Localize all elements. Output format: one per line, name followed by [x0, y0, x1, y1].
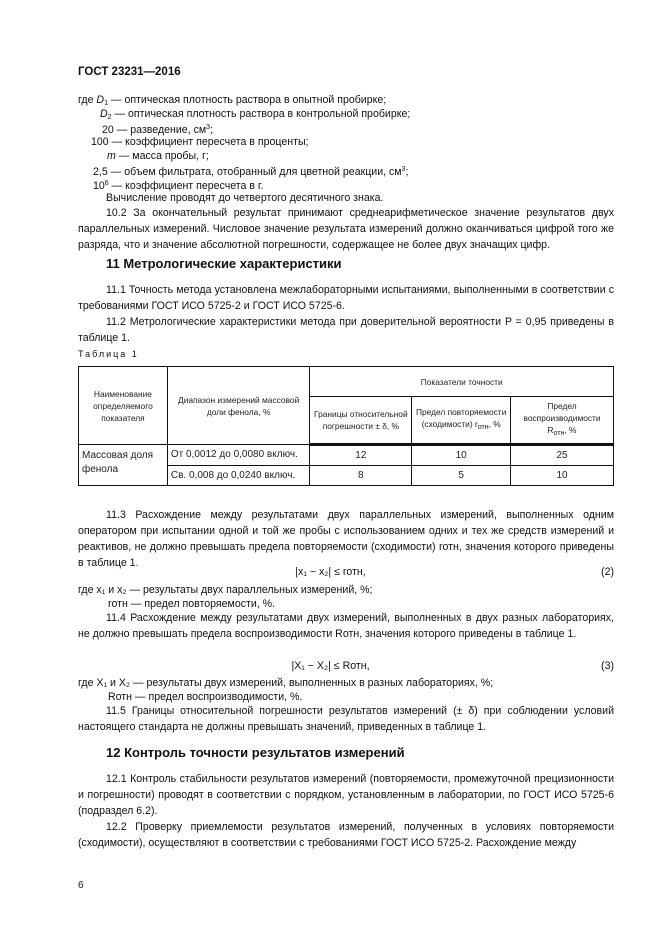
- range-cell: Св. 0,008 до 0,0240 включ.: [167, 466, 310, 486]
- legend3-line-2: Rотн — предел воспроизводимости, %.: [108, 691, 303, 703]
- formula-3-number: (3): [601, 660, 614, 672]
- formula-3: |X₁ − X₂| ≤ Rотн,: [291, 660, 370, 672]
- legend-line-d2: $D_2$ — оптическая плотность раствора в контрольной пробирке;: [100, 108, 411, 121]
- col-header-reproducibility: Предел воспроизводимости $R_{отн}$, %: [511, 397, 614, 445]
- col-header-range: Диапазон измерений массовой доли фенола, %: [167, 367, 310, 445]
- legend2-line-2: rотн — предел повторяемости, %.: [108, 598, 276, 610]
- col-header-repeatability: Предел повторяемости (сходимости) $r_{отн}$, %: [412, 397, 511, 445]
- metrology-table: [78, 366, 614, 486]
- legend3-line-1: где X₁ и X₂ — результаты двух измерений, выполненных в разных лабораториях, %;: [78, 677, 494, 689]
- paragraph-12-1: 12.1 Контроль стабильности результатов измерений (повторяемости, промежуточной прецизионности и погрешности) проводят в соответствии с порядком, установленным в лаборатории, по ГОСТ ИСО 5725-6 (подраздел 6.2). 12.2 Проверку приемлемости результатов измерений, полученных в условиях повторяемости (сходимости), осуществляют в соответствии с требованиями ГОСТ ИСО 5725-2. Расхождение между: [78, 773, 614, 849]
- col-header-group: Показатели точности: [310, 367, 614, 397]
- repeatability-cell: 5: [412, 466, 511, 486]
- paragraph-11-5: 11.5 Границы относительной погрешности результатов измерений (± δ) при соблюдении условий настоящего стандарта не должны превышать значений, приведенных в таблице 1.: [78, 705, 614, 733]
- legend-line-d1: где $D_1$ — оптическая плотность раствора в опытной пробирке;: [78, 94, 387, 107]
- col-header-name: Наименование определяемого показателя: [79, 367, 168, 445]
- formula-2: |x₁ − x₂| ≤ rотн,: [295, 566, 366, 578]
- legend-line-filtrate: 2,5 — объем фильтрата, отобранный для цветной реакции, $см^3$;: [93, 166, 409, 178]
- table-caption: Таблица 1: [78, 349, 139, 359]
- repeatability-cell: 10: [412, 445, 511, 466]
- indicator-cell: Массовая доля фенола: [79, 445, 168, 486]
- document-header: ГОСТ 23231—2016: [78, 66, 181, 78]
- reproducibility-cell: 25: [511, 445, 614, 466]
- legend-line-percent: 100 — коэффициент пересчета в проценты;: [91, 136, 309, 148]
- legend-line-grams: $10^6$ — коэффициент пересчета в г.: [93, 180, 264, 192]
- delta-cell: 8: [310, 466, 412, 486]
- table-row: [79, 445, 614, 466]
- page-number: 6: [78, 880, 84, 891]
- legend2-line-1: где x₁ и x₂ — результаты двух параллельных измерений, %;: [78, 584, 373, 596]
- section-12-title: 12 Контроль точности результатов измерений: [106, 745, 405, 760]
- paragraph-11-1: 11.1 Точность метода установлена межлабораторными испытаниями, выполненными в соответствии с требованиями ГОСТ ИСО 5725-2 и ГОСТ ИСО 5725-6. 11.2 Метрологические характеристики метода при доверительной вероятности P = 0,95 приведены в таблице 1.: [78, 284, 614, 344]
- paragraph-11-3: 11.3 Расхождение между результатами двух параллельных измерений, выполненных одним оператором при испытании одной и той же пробы с использованием одних и тех же средств измерений и реактивов, не должно превышать предела повторяемости (сходимости) rотн, значения которого приведены в таблице 1.: [78, 509, 614, 569]
- reproducibility-cell: 10: [511, 466, 614, 486]
- calc-note: Вычисление проводят до четвертого десятичного знака.: [106, 192, 384, 204]
- delta-cell: 12: [310, 445, 412, 466]
- paragraph-11-4: 11.4 Расхождение между результатами двух измерений, выполненных в двух разных лабораториях, не должно превышать предела воспроизводимости Rотн, значения которого приведены в таблице 1.: [78, 612, 614, 640]
- paragraph-10-2: 10.2 За окончательный результат принимают среднеарифметическое значение результатов двух параллельных измерений. Числовое значение результата измерений должно оканчиваться цифрой того же разряда, что и значение абсолютной погрешности, содержащее не более двух значащих цифр.: [78, 207, 614, 251]
- formula-2-number: (2): [601, 566, 614, 578]
- col-header-delta: Границы относительной погрешности ± δ, %: [310, 397, 412, 445]
- legend-line-dilution: 20 — разведение, $см^3$;: [102, 124, 214, 136]
- legend-line-mass: m — масса пробы, г;: [107, 150, 209, 162]
- range-cell: От 0,0012 до 0,0080 включ.: [167, 445, 310, 466]
- section-11-title: 11 Метрологические характеристики: [106, 256, 342, 271]
